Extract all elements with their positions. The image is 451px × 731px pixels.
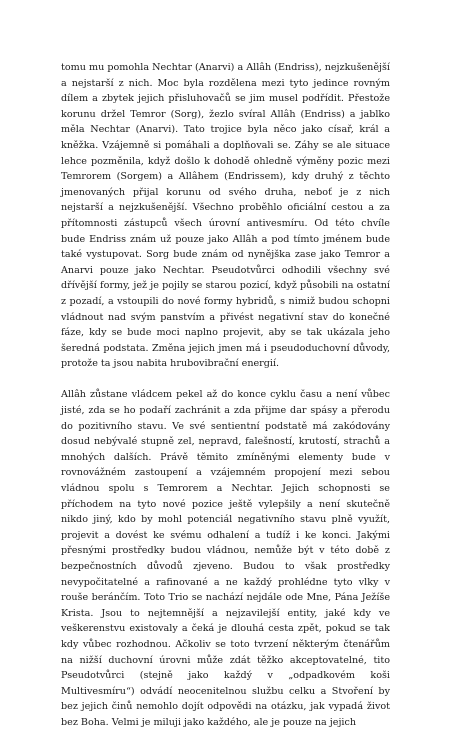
document-body bbox=[61, 60, 390, 731]
paragraph-2: Allâh zůstane vládcem pekel až do konce cyklu času a není vůbec jisté, zda se ho podaří zachránit a zda přijme dar spásy a přerodu do pozitivního stavu. Ve své sentientní podstatě má zakódovány dosud nebývalé stupně zel, nepravd, falešností, krutostí, strachů a mnohých dalších. Právě těmito zmíněnými elementy bude v rovnovážném zastoupení a vzájemném propojení mezi sebou vládnou spolu s Temrorem a Nechtar. Jejich schopnosti se příchodem na tyto nové pozice ještě vylepšily a není skutečně nikdo jiný, kdo by mohl potenciál negativního stavu plně využít, projevit a dovést ke svému odhalení a tudíž i ke konci. Jakými přesnými prostředky budou vládnou, nemůže být v této době z bezpečnostních důvodů zjeveno. Budou to však prostředky nevypočitatelné a rafinované a ne každý prohlédne tyto vlky v rouše beránčím. Toto Trio se nachází nejdále ode Mne, Pána Ježíše Krista. Jsou to nejtemnější a nejzavilejší entity, jaké kdy ve veškerenstvu existovaly a čeká je dlouhá cesta zpět, pokud se tak kdy vůbec rozhodnou. Ačkoliv se toto tvrzení některým čtenářům na nižší duchovní úrovni může zdát těžko akceptovatelné, tito Pseudotvůrci (stejně jako každý v „odpadkovém koši Multivesmíru“) odvádí neocenitelnou službu celku a Stvoření by bez jejich činů nemohlo dojít odpovědi na otázku, jak vypadá život bez Boha. Velmi je miluji jako každého, ale je pouze na jejich bbox=[61, 389, 390, 728]
paragraph-1: tomu mu pomohla Nechtar (Anarvi) a Allâh (Endriss), nejzkušenější a nejstarší z nich. Moc byla rozdělena mezi tyto jedince rovným dílem a zbytek jejich přisluhovačů se jim musel podřídit. Přestože korunu držel Temror (Sorg), žezlo svíral Allâh (Endriss) a jablko měla Nechtar (Anarvi). Tato trojice byla něco jako císař, král a kněžka. Vzájemně si pomáhali a doplňovali se. Záhy se ale situace lehce pozměnila, když došlo k dohodě ohledně výměny pozic mezi Temrorem (Sorgem) a Allâhem (Endrissem), kdy druhý z těchto jmenovaných přijal korunu od svého druha, neboť je z nich nejstarší a nejzkušenější. Všechno proběhlo oficiální cestou a za přítomnosti zástupců všech úrovní antivesmíru. Od této chvíle bude Endriss znám už pouze jako Allâh a pod tímto jménem bude také vystupovat. Sorg bude znám od nynějška zase jako Temror a Anarvi pouze jako Nechtar. Pseudotvůrci odhodili všechny své dřívější formy, jež je pojily se starou pozicí, když působili na ostatní z pozadí, a vstoupili do nové formy hybridů, s nimiž budou schopni vládnout nad svým panstvím a přivést negativní stav do konečné fáze, kdy se bude moci naplno projevit, aby se tak ukázala jeho šeredná podstata. Změna jejich jmen má i pseudoduchovní důvody, protože ta jsou nabita hrubovibrační energií. bbox=[61, 62, 390, 370]
